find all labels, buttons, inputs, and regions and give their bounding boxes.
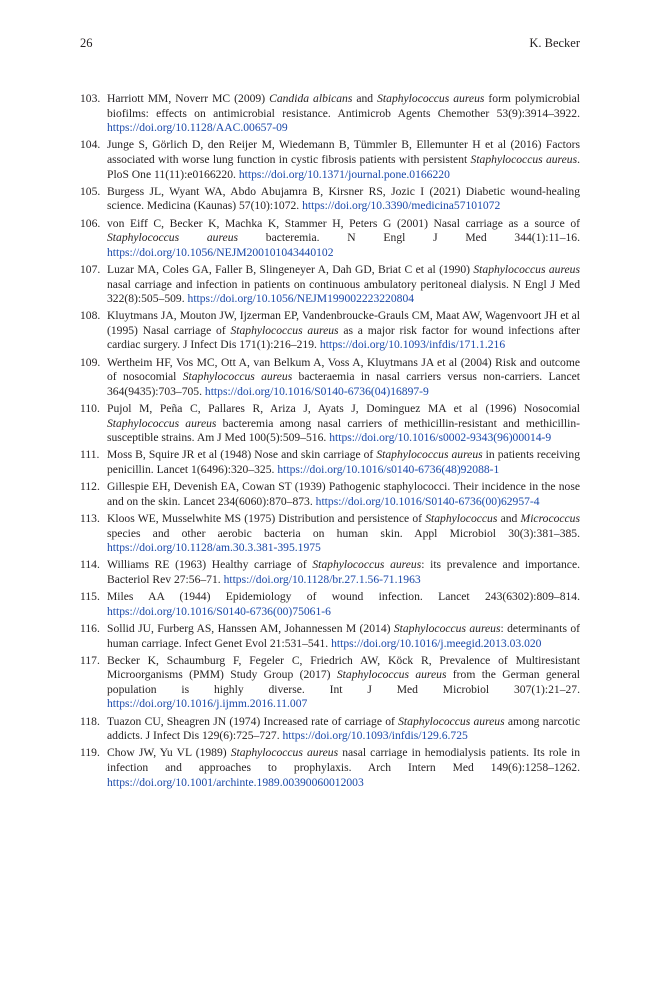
reference-item [80,715,580,744]
reference-item [80,309,580,353]
citation-text: : its prevalence and importance. Bacteriol Rev 27:56–71. [107,558,580,586]
reference-item [80,746,580,790]
reference-item [80,512,580,556]
species-name: Staphylococcus aureus [473,262,580,276]
doi-link[interactable]: https://doi.org/10.1016/S0140-6736(04)16897-9 [204,384,429,398]
reference-number: 111. [80,448,100,462]
citation-text: species and other aerobic bacteria on human skin. Appl Microbiol 30(3):381–385. [107,526,580,540]
page-header [80,35,580,51]
citation-text: bacteremia. N Engl J Med 344(1):11–16. [238,231,580,245]
reference-number: 103. [80,92,101,105]
citation-text: Becker K, Schaumburg F, Fegeler C, Friedrich AW, Köck R, Prevalence of Multiresistant Microorganisms (PMM) Study Group (2017) [107,653,580,682]
reference-item [80,402,580,446]
reference-text [107,512,580,556]
reference-text [107,590,580,619]
reference-text [107,480,580,509]
reference-text [107,402,580,446]
reference-text [107,356,580,400]
reference-number: 119. [80,746,100,760]
doi-link[interactable]: https://doi.org/10.1128/AAC.00657-09 [107,121,288,135]
reference-text [107,622,580,651]
species-name: Staphylococcus [425,511,498,525]
doi-link[interactable]: https://doi.org/10.1093/infdis/171.1.216 [319,338,506,352]
reference-text [107,654,580,712]
citation-text: Wertheim HF, Vos MC, Ott A, van Belkum A, Voss A, Kluytmans JA et al (2004) Risk and outcome of nosocomial [107,355,580,384]
citation-text: and [352,92,378,105]
reference-text [107,185,580,214]
citation-text: Chow JW, Yu VL (1989) [107,746,231,760]
reference-number: 118. [80,714,100,728]
reference-number: 115. [80,590,100,604]
reference-number: 105. [80,184,101,198]
reference-number: 104. [80,138,101,152]
doi-link[interactable]: https://doi.org/10.1128/br.27.1.56-71.1963 [223,572,421,586]
species-name: Staphylococcus aureus [470,152,578,166]
doi-link[interactable]: https://doi.org/10.1016/S0140-6736(00)75061-6 [107,604,331,618]
reference-text [107,92,580,136]
doi-link[interactable]: https://doi.org/10.1016/j.meegid.2013.03.020 [331,636,542,650]
citation-text: Williams RE (1963) Healthy carriage of [107,558,313,572]
citation-text: form polymicrobial biofilms: effects on antimicrobial resistance. Antimicrob Agents Chemother 53(9):3914–3922. [107,92,580,120]
doi-link[interactable]: https://doi.org/10.1016/s0002-9343(96)00014-9 [329,431,552,445]
reference-text [107,746,580,790]
reference-item [80,590,580,619]
reference-number: 114. [80,558,100,572]
species-name: Candida albicans [269,92,353,105]
doi-link[interactable]: https://doi.org/10.1016/s0140-6736(48)92088-1 [277,463,500,476]
citation-text: and [497,511,521,525]
doi-link[interactable]: https://doi.org/10.1128/am.30.3.381-395.1975 [107,541,321,555]
citation-text: Harriott MM, Noverr MC (2009) [107,92,270,105]
doi-link[interactable]: https://doi.org/10.1001/archinte.1989.00390060012003 [107,775,364,789]
citation-text: Kluytmans JA, Mouton JW, Ijzerman EP, Vandenbroucke-Grauls CM, Maat AW, Wagenvoort JH et al (1995) Nasal carriage of [107,309,580,337]
citation-text: Gillespie EH, Devenish EA, Cowan ST (1939) Pathogenic staphylococci. Their incidence in the nose and on the skin. Lancet 234(6060):870–873. [107,480,580,508]
species-name: Staphylococcus aureus [230,746,339,760]
reference-text [107,138,580,182]
doi-link[interactable]: https://doi.org/10.1016/j.ijmm.2016.11.007 [107,697,308,711]
reference-item [80,217,580,261]
citation-text: from the German general population is highly diverse. Int J Med Microbiol 307(1):21–27. [107,668,580,696]
species-name: Staphylococcus aureus [376,448,483,462]
reference-item [80,654,580,712]
reference-text [107,448,580,477]
species-name: Staphylococcus aureus [393,621,501,635]
reference-number: 117. [80,653,100,667]
reference-number: 107. [80,262,101,276]
reference-item [80,92,580,136]
running-head: K. Becker [529,36,580,50]
citation-text: nasal carriage in hemodialysis patients. Its role in infection and approaches to prophylaxis. Arch Intern Med 149(6):1258–1262. [107,746,580,775]
species-name: Micrococcus [520,511,580,525]
species-name: Staphylococcus aureus [312,558,422,572]
species-name: Staphylococcus aureus [398,714,505,728]
citation-text: Kloos WE, Musselwhite MS (1975) Distribution and persistence of [107,511,426,525]
citation-text: as a major risk factor for wound infections after cardiac surgery. J Infect Dis 171(1):216–219. [107,323,580,352]
species-name: Staphylococcus aureus [182,370,293,384]
citation-text: bacteremia among nasal carriers of methicillin-resistant and methicillin-susceptible strains. Am J Med 100(5):509–516. [107,416,580,445]
citation-text: Sollid JU, Furberg AS, Hanssen AM, Johannessen M (2014) [107,621,394,635]
citation-text: Miles AA (1944) Epidemiology of wound infection. Lancet 243(6302):809–814. [107,590,580,604]
reference-item [80,356,580,400]
species-name: Staphylococcus aureus [230,323,339,337]
reference-list [80,92,580,793]
reference-item [80,185,580,214]
citation-text: Luzar MA, Coles GA, Faller B, Slingeneyer A, Dah GD, Briat C et al (1990) [107,262,474,276]
reference-text [107,263,580,307]
reference-item [80,448,580,477]
citation-text: in patients receiving penicillin. Lancet 1(6496):320–325. [107,448,580,476]
citation-text: von Eiff C, Becker K, Machka K, Stammer H, Peters G (2001) Nasal carriage as a source of [107,216,580,230]
species-name: Staphylococcus aureus [107,231,239,245]
reference-number: 112. [80,480,100,494]
reference-text [107,217,580,261]
reference-item [80,480,580,509]
citation-text: among narcotic addicts. J Infect Dis 129(6):725–727. [107,714,580,743]
citation-text: Burgess JL, Wyant WA, Abdo Abujamra B, Kirsner RS, Jozic I (2021) Diabetic wound-healing science. Medicina (Kaunas) 57(10):1072. [107,184,580,213]
citation-text: bacteraemia in nasal carriers versus non-carriers. Lancet 364(9435):703–705. [107,370,580,398]
doi-link[interactable]: https://doi.org/10.1371/journal.pone.0166220 [238,167,450,181]
reference-text [107,558,580,587]
reference-number: 108. [80,309,101,323]
citation-text: Junge S, Görlich D, den Reijer M, Wiedemann B, Tümmler B, Ellemunter H et al (2016) Factors associated with worse lung function in cystic fibrosis patients with persistent [107,138,580,166]
citation-text: nasal carriage and infection in patients on continuous ambulatory peritoneal dialysis. N Engl J Med 322(8):505–509. [107,277,580,306]
species-name: Staphylococcus aureus [336,668,447,682]
citation-text: Pujol M, Peña C, Pallares R, Ariza J, Ayats J, Dominguez MA et al (1996) Nosocomial [107,402,580,416]
reference-item [80,138,580,182]
reference-item [80,558,580,587]
species-name: Staphylococcus aureus [377,92,485,105]
citation-text: Moss B, Squire JR et al (1948) Nose and skin carriage of [107,448,377,462]
citation-text: Tuazon CU, Sheagren JN (1974) Increased rate of carriage of [107,714,399,728]
reference-number: 116. [80,621,100,635]
doi-link[interactable]: https://doi.org/10.1056/NEJM199002223220804 [187,292,415,306]
citation-text: . PloS One 11(11):e0166220. [107,152,580,181]
doi-link[interactable]: https://doi.org/10.1093/infdis/129.6.725 [282,729,468,743]
doi-link[interactable]: https://doi.org/10.1016/S0140-6736(00)62957-4 [315,494,540,508]
reference-number: 106. [80,216,101,230]
citation-text: : determinants of human carriage. Infect Genet Evol 21:531–541. [107,621,580,650]
reference-text [107,715,580,744]
doi-link[interactable]: https://doi.org/10.1056/NEJM200101043440102 [107,245,334,259]
reference-text [107,309,580,353]
reference-item [80,622,580,651]
species-name: Staphylococcus aureus [107,416,217,430]
reference-item [80,263,580,307]
page-number: 26 [80,36,93,50]
reference-number: 110. [80,402,100,416]
doi-link[interactable]: https://doi.org/10.3390/medicina57101072 [302,199,501,213]
reference-number: 113. [80,511,100,525]
reference-number: 109. [80,355,101,369]
